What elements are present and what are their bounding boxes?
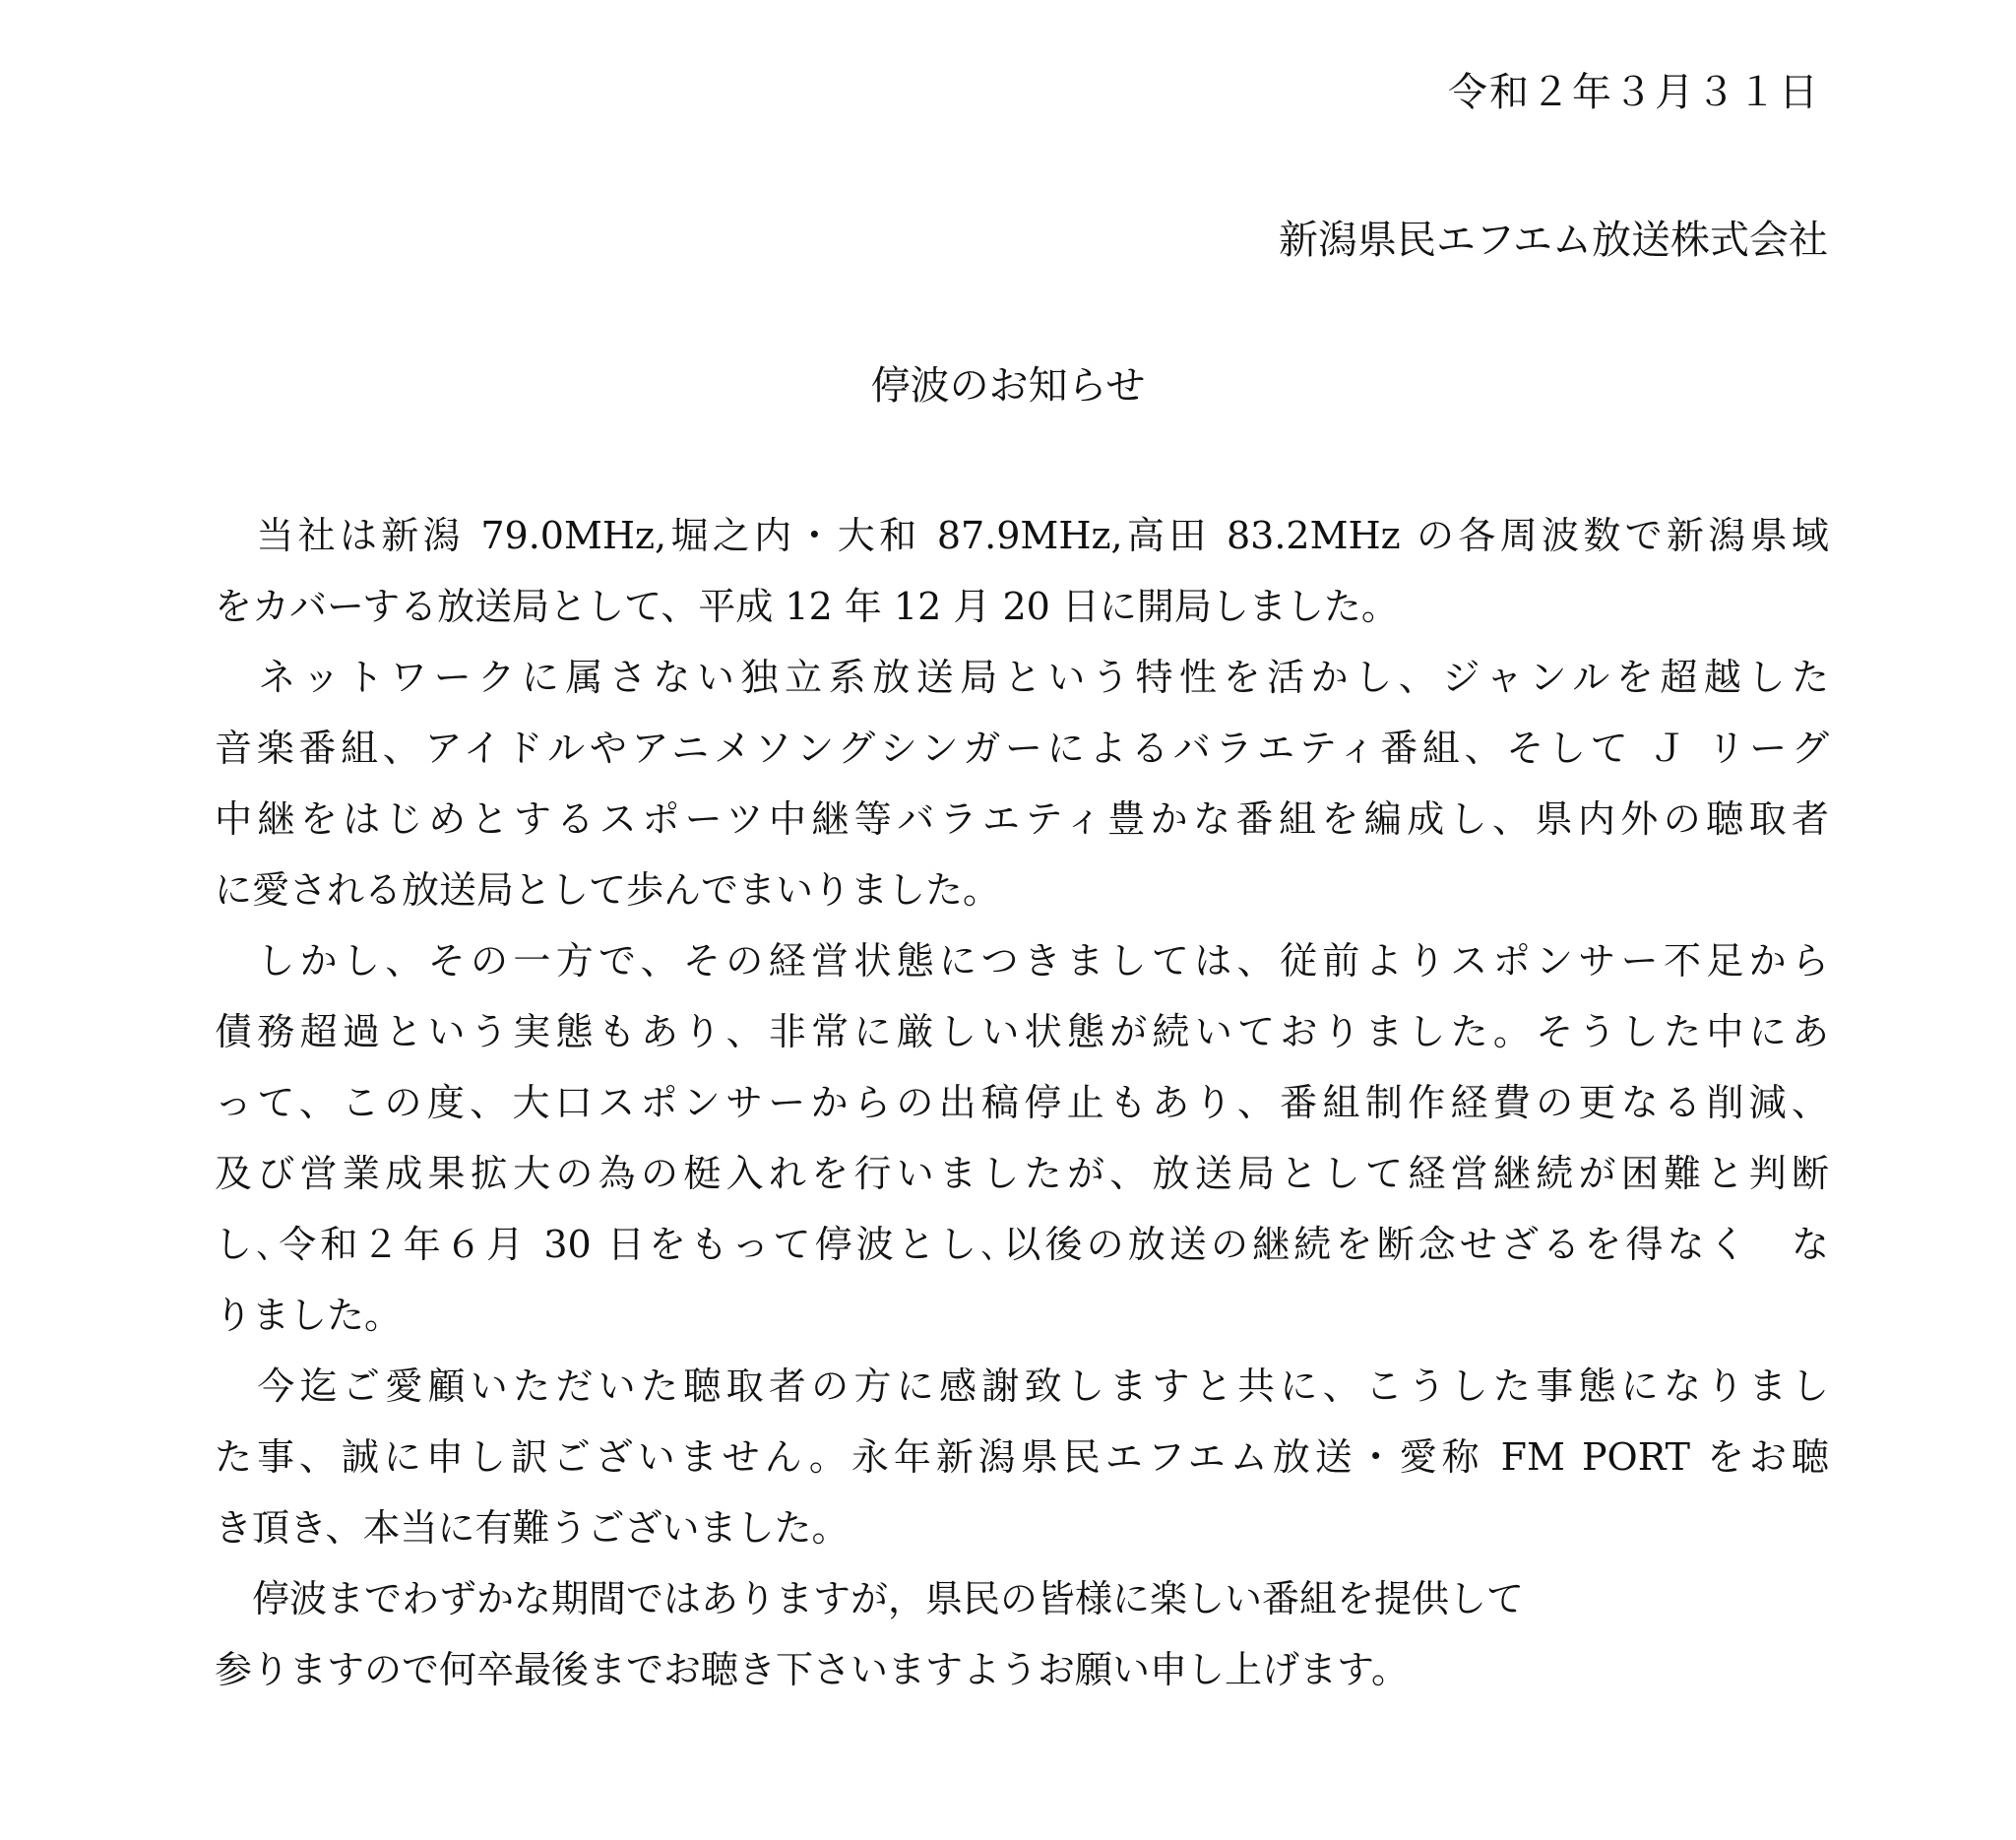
- body-line: 中継をはじめとするスポーツ中継等バラエティ豊かな番組を編成し、県内外の聴取者: [215, 797, 1829, 841]
- body-line: た事、誠に申し訳ございません。永年新潟県民エフエム放送・愛称 FM PORT をお聴: [215, 1435, 1829, 1479]
- body-line: 音楽番組、アイドルやアニメソングシンガーによるバラエティ番組、そして Ｊ リーグ: [215, 727, 1829, 770]
- body-line: りました。: [215, 1294, 403, 1337]
- body-line: しかし、その一方で、その経営状態につきましては、従前よりスポンサー不足から: [215, 939, 1829, 983]
- body-line: って、この度、大口スポンサーからの出稿停止もあり、番組制作経費の更なる削減、: [215, 1081, 1829, 1124]
- body-line: をカバーする放送局として、平成 12 年 12 月 20 日に開局しました。: [215, 585, 1399, 628]
- notice-body: [215, 500, 1829, 1705]
- body-line: ネットワークに属さない独立系放送局という特性を活かし、ジャンルを超越した: [215, 656, 1829, 699]
- body-line: し､令和２年６月 30 日をもって停波とし､以後の放送の継続を断念せざるを得なく な: [215, 1223, 1829, 1266]
- body-line: に愛される放送局として歩んでまいりました。: [215, 868, 1001, 912]
- body-line: き頂き、本当に有難うございました。: [215, 1506, 850, 1550]
- body-line: 当社は新潟 79.0MHz,堀之内・大和 87.9MHz,高田 83.2MHz の各周波数で新潟県域: [215, 514, 1829, 557]
- body-line: 及び営業成果拡大の為の梃入れを行いましたが、放送局として経営継続が困難と判断: [215, 1152, 1829, 1195]
- body-line: 参りますので何卒最後までお聴き下さいますようお願い申し上げます。: [215, 1648, 1409, 1691]
- body-line: 今迄ご愛顧いただいた聴取者の方に感謝致しますと共に、こうした事態になりまし: [215, 1364, 1829, 1408]
- company-name: 新潟県民エフエム放送株式会社: [1279, 218, 1828, 263]
- body-line: 停波までわずかな期間ではありますが，県民の皆様に楽しい番組を提供して: [215, 1577, 1525, 1620]
- document-title: 停波のお知らせ: [870, 363, 1146, 409]
- document-date: 令和２年３月３１日: [1448, 70, 1820, 115]
- body-line: 債務超過という実態もあり、非常に厳しい状態が続いておりました。そうした中にあ: [215, 1010, 1829, 1053]
